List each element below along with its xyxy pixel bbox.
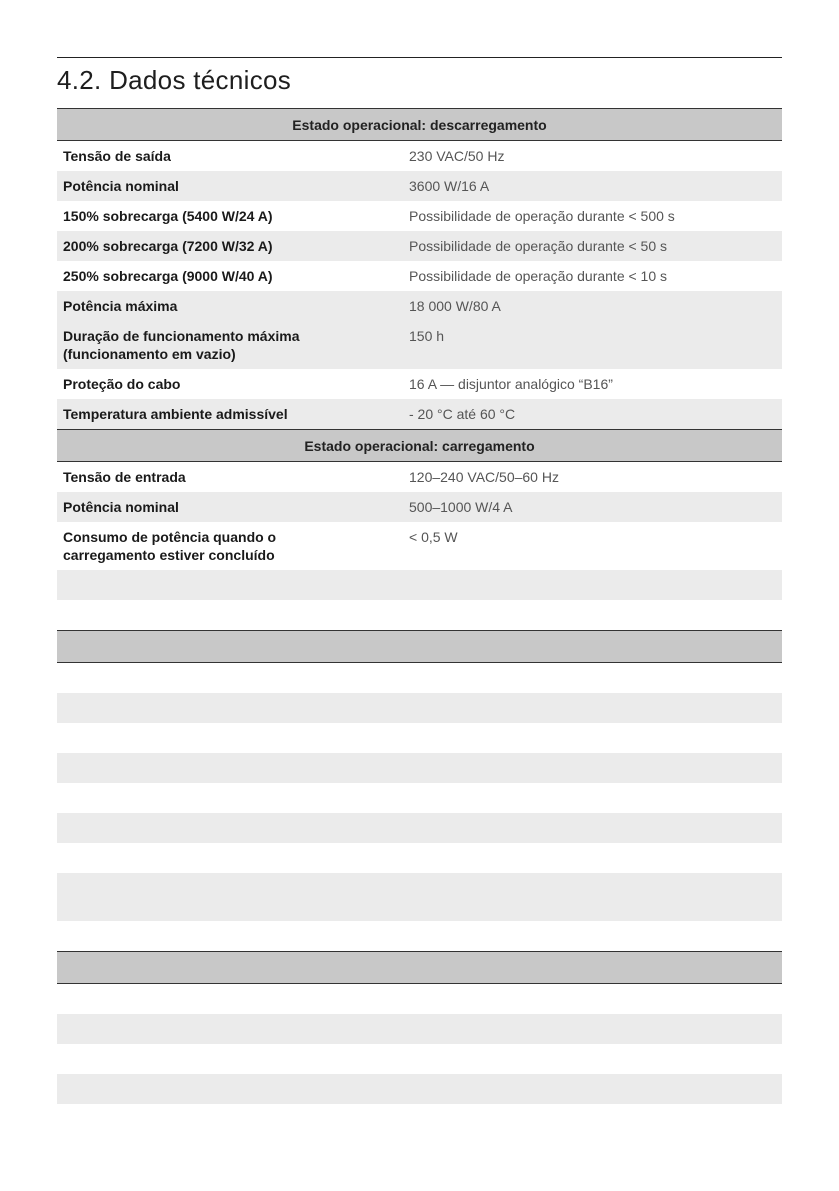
row-value: 120–240 VAC/50–60 Hz bbox=[409, 469, 559, 485]
empty-row bbox=[57, 921, 782, 951]
empty-row bbox=[57, 1044, 782, 1074]
page-title: 4.2. Dados técnicos bbox=[57, 65, 292, 95]
row-label: 150% sobrecarga (5400 W/24 A) bbox=[63, 208, 273, 224]
empty-row bbox=[57, 813, 782, 843]
empty-row bbox=[57, 984, 782, 1014]
section-header-charge: Estado operacional: carregamento bbox=[57, 429, 782, 462]
row-value: 500–1000 W/4 A bbox=[409, 499, 513, 515]
table-row bbox=[57, 201, 782, 231]
row-label-line: Consumo de potência quando o bbox=[63, 529, 277, 545]
empty-row bbox=[57, 693, 782, 723]
empty-row bbox=[57, 663, 782, 693]
row-value: Possibilidade de operação durante < 50 s bbox=[409, 238, 668, 254]
row-value: Possibilidade de operação durante < 10 s bbox=[409, 268, 668, 284]
section-header-empty bbox=[57, 630, 782, 663]
row-value: 18 000 W/80 A bbox=[409, 298, 501, 314]
row-value: - 20 °C até 60 °C bbox=[409, 406, 516, 422]
table-row bbox=[57, 462, 782, 492]
row-label bbox=[57, 522, 403, 570]
empty-row bbox=[57, 783, 782, 813]
row-value: 150 h bbox=[409, 328, 445, 344]
empty-row bbox=[57, 1074, 782, 1104]
empty-row bbox=[57, 873, 782, 921]
row-value: 230 VAC/50 Hz bbox=[409, 148, 505, 164]
table-row bbox=[57, 522, 782, 570]
row-label: Proteção do cabo bbox=[63, 376, 181, 392]
row-label: Potência máxima bbox=[63, 298, 178, 314]
empty-row bbox=[57, 600, 782, 630]
row-label: 250% sobrecarga (9000 W/40 A) bbox=[63, 268, 273, 284]
row-label: Tensão de entrada bbox=[63, 469, 186, 485]
table-row bbox=[57, 141, 782, 171]
empty-row bbox=[57, 570, 782, 600]
empty-row bbox=[57, 753, 782, 783]
row-label-line: carregamento estiver concluído bbox=[63, 547, 275, 563]
row-label-line: (funcionamento em vazio) bbox=[63, 346, 236, 362]
table-row bbox=[57, 261, 782, 291]
row-value: 16 A — disjuntor analógico “B16” bbox=[409, 376, 613, 392]
empty-row bbox=[57, 843, 782, 873]
empty-row bbox=[57, 1014, 782, 1044]
row-label: Tensão de saída bbox=[63, 148, 171, 164]
table-row bbox=[57, 171, 782, 201]
section-header-discharge: Estado operacional: descarregamento bbox=[57, 108, 782, 141]
row-value: Possibilidade de operação durante < 500 s bbox=[409, 208, 675, 224]
row-label: 200% sobrecarga (7200 W/32 A) bbox=[63, 238, 273, 254]
row-label: Potência nominal bbox=[63, 178, 179, 194]
table-row bbox=[57, 291, 782, 321]
table-row bbox=[57, 321, 782, 369]
row-label bbox=[57, 321, 403, 369]
table-row bbox=[57, 399, 782, 429]
row-label: Potência nominal bbox=[63, 499, 179, 515]
row-value: < 0,5 W bbox=[409, 529, 458, 545]
technical-data-page bbox=[57, 57, 782, 1104]
row-label-line: Duração de funcionamento máxima bbox=[63, 328, 300, 344]
table-row bbox=[57, 231, 782, 261]
section-header-empty bbox=[57, 951, 782, 984]
top-rule bbox=[57, 57, 782, 58]
table-row bbox=[57, 369, 782, 399]
row-label: Temperatura ambiente admissível bbox=[63, 406, 288, 422]
table-row bbox=[57, 492, 782, 522]
empty-row bbox=[57, 723, 782, 753]
row-value: 3600 W/16 A bbox=[409, 178, 490, 194]
